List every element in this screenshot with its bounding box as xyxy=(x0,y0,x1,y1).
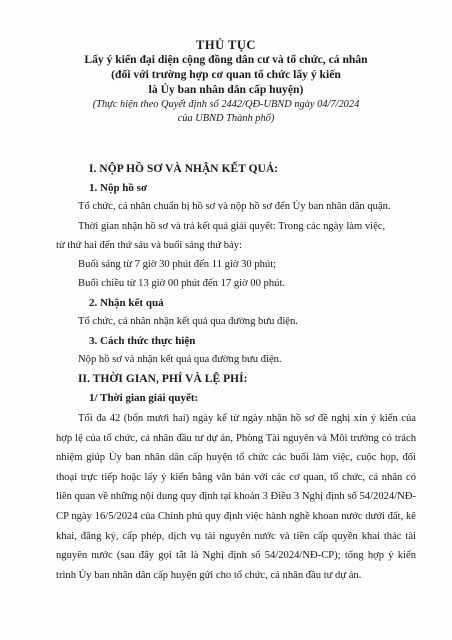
section-2-sub-1-title: 1/ Thời gian giải quyết: xyxy=(89,392,199,404)
document-subtitle-line-3: là Ủy ban nhân dân cấp huyện) xyxy=(148,83,304,96)
decision-note-line-1: (Thực hiện theo Quyết định số 2442/QĐ-UBND ngày 04/7/2024 xyxy=(92,99,360,110)
document-title: THỦ TỤC xyxy=(196,38,256,52)
section-1-sub-3-title: 3. Cách thức thực hiện xyxy=(89,335,196,347)
section-1-sub-1-title: 1. Nộp hồ sơ xyxy=(89,182,148,194)
section-1-heading: I. NỘP HỒ SƠ VÀ NHẬN KẾT QUẢ: xyxy=(89,163,279,175)
section-1-sub-2-title: 2. Nhận kết quả xyxy=(89,297,164,309)
section-1-sub-1-text: Tổ chức, cá nhân chuẩn bị hồ sơ và nộp hồ sơ đến Ủy ban nhân dân quận. xyxy=(78,201,391,212)
section-2-processing-time-paragraph: Tối đa 42 (bốn mươi hai) ngày kể từ ngày nhận hồ sơ đề nghị xin ý kiến của hợp lệ của tổ chức, cá nhân đầu tư dự án, Phòng Tài nguyên và Môi trường có trách nhiệm giúp Ủy ban nhân dân cấp huyện tổ chức các buổi làm việc, cuộc họp, đối thoại trực tiếp hoặc lấy ý kiến bằng văn bản với các cơ quan, tổ chức, cá nhân có liên quan về những nội dung quy định tại khoản 3 Điều 3 Nghị định số 54/2024/NĐ-CP ngày 16/5/2024 của Chính phủ quy định việc hành nghề khoan nước dưới đất, kê khai, đăng ký, cấp phép, dịch vụ tài nguyên nước và tiền cấp quyền khai thác tài nguyên nước (sau đây gọi tắt là Nghị định số 54/2024/NĐ-CP); tổng hợp ý kiến trình Ủy ban nhân dân cấp huyện gửi cho tổ chức, cá nhân đầu tư dự án. xyxy=(56,413,416,581)
section-1-sub-2-text: Tổ chức, cá nhân nhận kết quả qua đường bưu điện. xyxy=(78,316,298,327)
document-subtitle-line-2: (đối với trường hợp cơ quan tổ chức lấy ý kiến xyxy=(111,68,341,81)
section-1-sub-3-text: Nộp hồ sơ và nhận kết quả qua đường bưu điện. xyxy=(78,354,282,365)
section-1-sub-1-hours-line-1: Thời gian nhận hồ sơ và trả kết quả giải quyết: Trong các ngày làm việc, xyxy=(78,221,386,232)
section-2-heading: II. THỜI GIAN, PHÍ VÀ LỆ PHÍ: xyxy=(78,373,248,385)
decision-note-line-2: của UBND Thành phố) xyxy=(177,113,275,124)
section-1-morning-hours: Buổi sáng từ 7 giờ 30 phút đến 11 giờ 30 phút; xyxy=(78,259,277,270)
document-subtitle-line-1: Lấy ý kiến đại diện cộng đồng dân cư và tổ chức, cá nhân xyxy=(84,53,368,66)
section-1-afternoon-hours: Buổi chiều từ 13 giờ 00 phút đến 17 giờ 00 phút. xyxy=(78,278,286,289)
section-1-sub-1-hours-line-2: từ thứ hai đến thứ sáu và buổi sáng thứ bảy: xyxy=(56,240,242,251)
